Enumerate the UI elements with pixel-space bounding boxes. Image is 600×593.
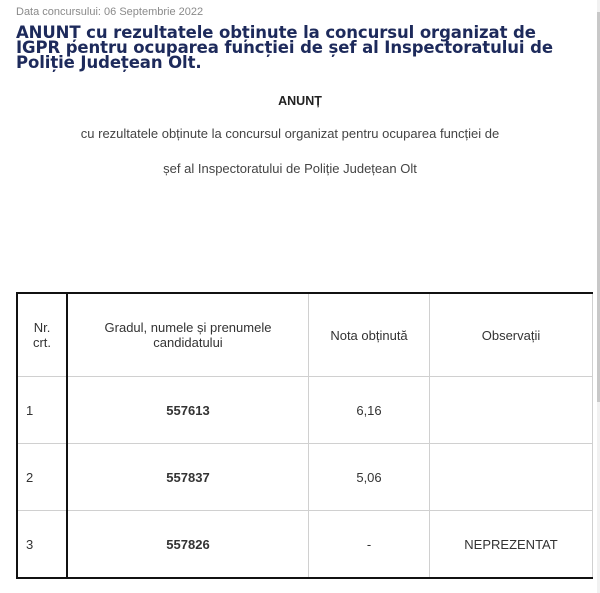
table-row [17, 511, 593, 579]
notice-line-2: șef al Inspectoratului de Poliție Județean Olt [163, 161, 417, 176]
date-line: Data concursului: 06 Septembrie 2022 [16, 6, 204, 18]
article-title: ANUNȚ cu rezultatele obținute la concursul organizat de IGPR pentru ocuparea funcției de șef al Inspectoratului de Poliție Județean Olt. [16, 23, 553, 72]
notice-heading: ANUNȚ [278, 94, 322, 108]
header-name: Gradul, numele și prenumele candidatului [67, 293, 309, 377]
cell-notes [430, 377, 593, 444]
cell-nr: 3 [17, 511, 67, 579]
cell-notes [430, 444, 593, 511]
cell-notes: NEPREZENTAT [430, 511, 593, 579]
cell-name: 557837 [67, 444, 309, 511]
cell-nr: 1 [17, 377, 67, 444]
header-score: Nota obținută [309, 293, 430, 377]
cell-name: 557613 [67, 377, 309, 444]
cell-nr: 2 [17, 444, 67, 511]
table-header-row [17, 293, 593, 377]
notice-line-1: cu rezultatele obținute la concursul organizat pentru ocuparea funcției de [80, 126, 500, 141]
table-row [17, 377, 593, 444]
header-notes: Observații [430, 293, 593, 377]
cell-score: - [309, 511, 430, 579]
results-table [16, 292, 593, 579]
cell-name: 557826 [67, 511, 309, 579]
cell-score: 5,06 [309, 444, 430, 511]
table-row [17, 444, 593, 511]
header-nr: Nr. crt. [17, 293, 67, 377]
cell-score: 6,16 [309, 377, 430, 444]
